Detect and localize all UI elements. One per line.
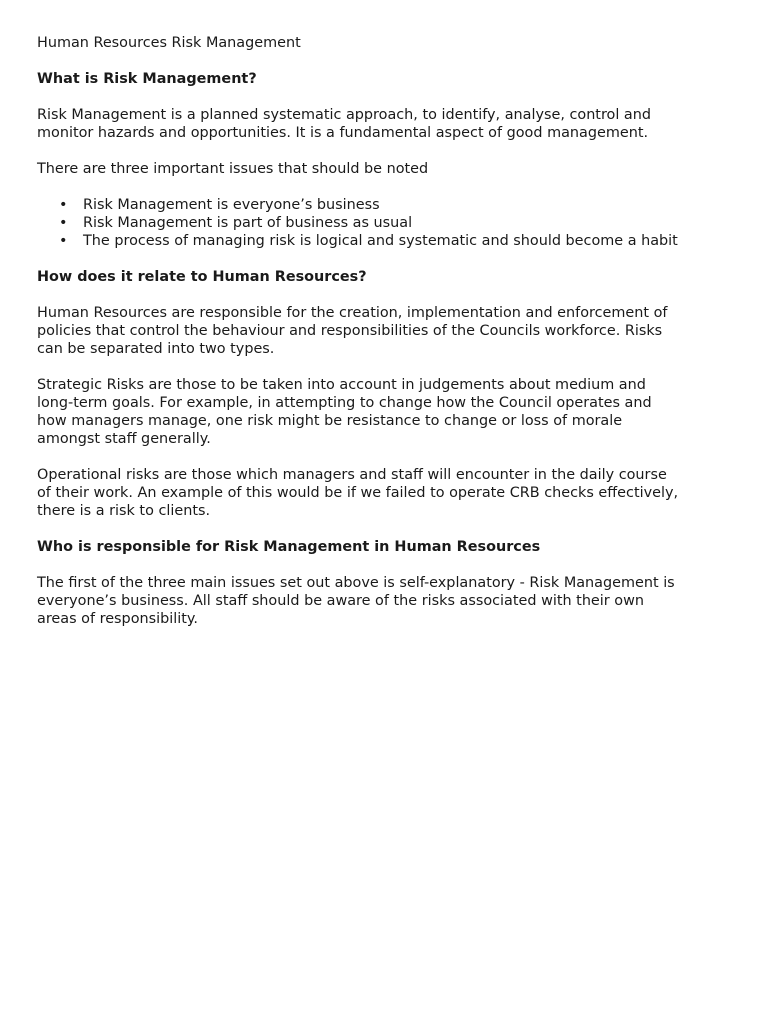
paragraph-definition [37,106,737,142]
document-body [37,34,737,646]
paragraph-line: of their work. An example of this would be if we failed to operate CRB checks effectively, [37,485,679,501]
bullet-icon: • [59,215,68,231]
bullet-icon: • [59,197,68,213]
paragraph-line: areas of responsibility. [37,611,198,627]
paragraph-line: long-term goals. For example, in attempting to change how the Council operates and [37,395,652,411]
paragraph-line: monitor hazards and opportunities. It is a fundamental aspect of good management. [37,125,649,141]
list-item [59,196,737,214]
list-item [59,232,737,250]
paragraph-operational-risks [37,466,737,520]
bullet-icon: • [59,233,68,249]
paragraph-line: how managers manage, one risk might be resistance to change or loss of morale [37,413,623,429]
section-heading-what-is-risk-management: What is Risk Management? [37,71,257,87]
paragraph-line: Human Resources are responsible for the creation, implementation and enforcement of [37,305,668,321]
paragraph-line: Operational risks are those which managers and staff will encounter in the daily course [37,467,667,483]
paragraph-line: everyone’s business. All staff should be aware of the risks associated with their own [37,593,644,609]
list-item-text: Risk Management is part of business as usual [83,215,413,231]
list-item [59,214,737,232]
section-heading-who-is-responsible: Who is responsible for Risk Management in Human Resources [37,539,541,555]
list-item-text: The process of managing risk is logical and systematic and should become a habit [83,233,678,249]
document-title: Human Resources Risk Management [37,35,301,51]
paragraph-line: Strategic Risks are those to be taken into account in judgements about medium and [37,377,646,393]
paragraph-issues-intro: There are three important issues that should be noted [37,161,429,177]
paragraph-hr-responsibility [37,304,737,358]
paragraph-line: policies that control the behaviour and responsibilities of the Councils workforce. Risks [37,323,663,339]
paragraph-responsibility [37,574,737,628]
section-heading-relation-to-hr: How does it relate to Human Resources? [37,269,367,285]
issues-bullet-list [37,196,737,250]
paragraph-line: Risk Management is a planned systematic approach, to identify, analyse, control and [37,107,652,123]
paragraph-line: there is a risk to clients. [37,503,211,519]
list-item-text: Risk Management is everyone’s business [83,197,380,213]
paragraph-line: can be separated into two types. [37,341,275,357]
paragraph-line: amongst staff generally. [37,431,211,447]
paragraph-line: The first of the three main issues set out above is self-explanatory - Risk Management is [37,575,675,591]
paragraph-strategic-risks [37,376,737,448]
